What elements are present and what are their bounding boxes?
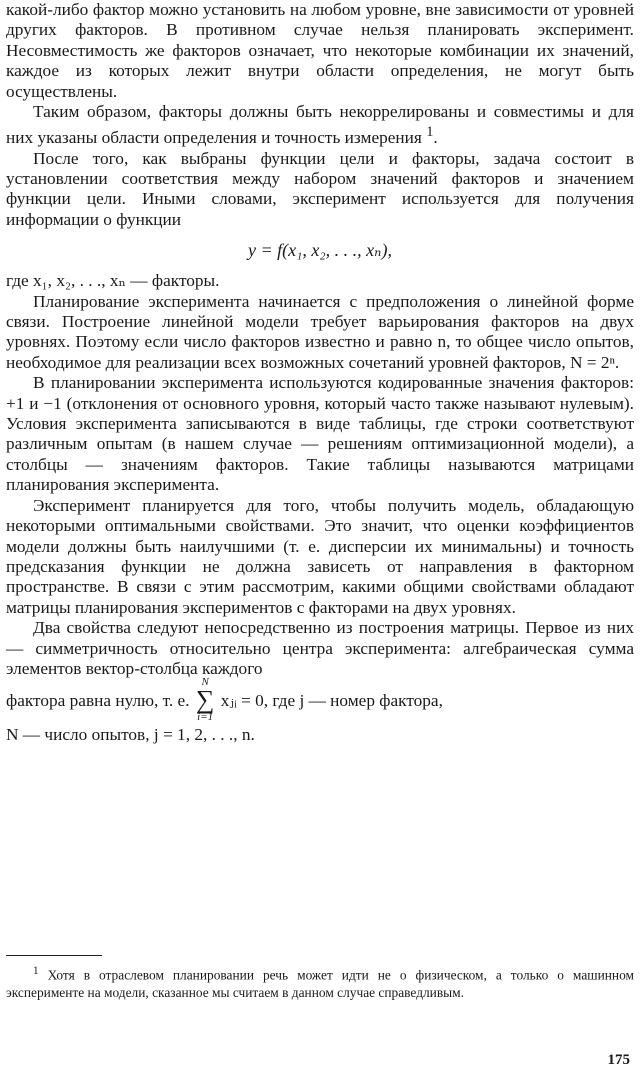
- paragraph-1: какой-либо фактор можно установить на любом уровне, вне зависимости от уровней других факторов. В противном случае нельзя планировать эксперимент. Несовместимость же факторов означает, что некоторые комбинации их значений, каждое из которых лежит внутри области определения, не могут быть осуществлены.: [6, 0, 634, 101]
- footnote-text: Хотя в отраслевом планировании речь может идти не о физическом, а только о машинном эксперименте на модели, сказанное мы считаем в данном случае справедливым.: [6, 967, 634, 1000]
- paragraph-9-tail: xⱼᵢ = 0, где j — номер фактора,: [220, 691, 443, 711]
- paragraph-9: [6, 676, 634, 725]
- paragraph-5: Планирование эксперимента начинается с предположения о линейной форме связи. Построение линейной модели требует варьирования факторов на двух уровнях. Поэтому если число факторов известно и равно n, то общее число опытов, необходимое для реализации всех возможных сочетаний уровней факторов, N = 2ⁿ.: [6, 291, 634, 372]
- paragraph-9-lead: фактора равна нулю, т. е.: [6, 691, 190, 711]
- footnote: [6, 963, 634, 1001]
- paragraph-2: Таким образом, факторы должны быть некоррелированы и совместимы и для них указаны области определения и точность измерения $^1$.: [6, 102, 634, 148]
- main-text: [6, 0, 634, 746]
- paragraph-3: После того, как выбраны функции цели и факторы, задача состоит в установлении соответствия между набором значений факторов и значением функции цели. Иными словами, эксперимент используется для получения информации о функции: [6, 148, 634, 229]
- function-formula: y = f(x₁, x₂, . . ., xₙ),: [248, 240, 392, 261]
- paragraph-7: Эксперимент планируется для того, чтобы получить модель, обладающую некоторыми оптимальными свойствами. Это значит, что оценки коэффициентов модели должны быть наилучшими (т. е. дисперсии их минимальны) и точность предсказания функции не должна зависеть от направления в факторном пространстве. В связи с этим рассмотрим, какими общими свойствами обладают матрицы планирования экспериментов с факторами на двух уровнях.: [6, 495, 634, 617]
- paragraph-2-text: Таким образом, факторы должны быть некоррелированы и совместимы и для них указаны области определения и точность измерения: [6, 102, 634, 148]
- summation-formula: [196, 677, 215, 723]
- footnote-mark: 1: [33, 965, 39, 977]
- paragraph-8: Два свойства следуют непосредственно из построения матрицы. Первое из них — симметричность относительно центра эксперимента: алгебраическая сумма элементов вектор-столбца каждого: [6, 618, 634, 678]
- sum-lower-limit: i=1: [197, 711, 214, 724]
- page-number: 175: [607, 1052, 630, 1068]
- footnote-reference[interactable]: 1: [426, 124, 434, 141]
- paragraph-6: В планировании эксперимента используются кодированные значения факторов: +1 и −1 (отклонения от основного уровня, который часто также называют нулевым). Условия эксперимента записываются в виде таблицы, где строки соответствуют различным опытам (в нашем случае — решениям оптимизационной модели), а столбцы — значениям факторов. Такие таблицы называются матрицами планирования эксперимента.: [6, 373, 634, 495]
- paragraph-4: где x₁, x₂, . . ., xₙ — факторы.: [6, 271, 220, 291]
- sum-upper-limit: N: [201, 676, 209, 689]
- footnote-paragraph: [6, 963, 634, 1001]
- footnote-divider: [6, 955, 102, 956]
- paragraph-10: N — число опытов, j = 1, 2, . . ., n.: [6, 725, 255, 745]
- sum-sign: ∑: [195, 685, 215, 715]
